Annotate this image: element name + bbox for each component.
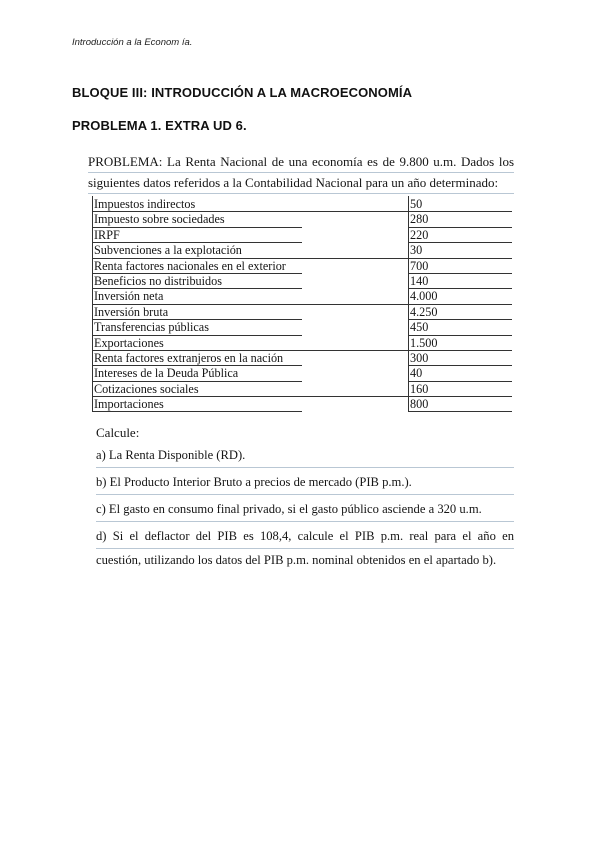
calculate-label: Calcule: [96,425,140,441]
table-row [88,211,512,226]
row-value: 450 [410,320,429,335]
row-label: Subvenciones a la explotación [94,243,242,258]
row-label: Intereses de la Deuda Pública [94,366,239,381]
row-value: 40 [410,366,423,381]
question-b: b) El Producto Interior Bruto a precios de mercado (PIB p.m.). [96,471,514,495]
row-label: Inversión neta [94,289,164,304]
row-rule-right [408,411,512,412]
row-value: 300 [410,350,429,365]
row-label: Importaciones [94,397,164,412]
question-d-line-2: cuestión, utilizando los datos del PIB p.m. nominal obtenidos en el apartado b). [96,553,497,568]
data-table [88,196,512,411]
row-rule-left [92,411,302,412]
table-row [88,365,512,380]
row-value: 4.000 [410,289,438,304]
question-a: a) La Renta Disponible (RD). [96,444,514,468]
table-row [88,273,512,288]
row-label: Beneficios no distribuidos [94,273,222,288]
row-label: Impuestos indirectos [94,197,196,211]
table-row [88,304,512,319]
problem-statement [88,152,514,194]
statement-line-2: siguientes datos referidos a la Contabilidad Nacional para un año determinado: [88,173,514,194]
block-title: BLOQUE III: INTRODUCCIÓN A LA MACROECONOMÍA [72,85,413,100]
row-label: Cotizaciones sociales [94,381,199,396]
row-value: 280 [410,212,429,227]
row-value: 50 [410,197,423,211]
row-value: 220 [410,227,429,242]
question-c: c) El gasto en consumo final privado, si el gasto público asciende a 320 u.m. [96,498,514,522]
table-row [88,242,512,257]
row-label: Exportaciones [94,335,164,350]
row-value: 700 [410,258,429,273]
row-label: Renta factores nacionales en el exterior [94,258,286,273]
row-label: Transferencias públicas [94,320,209,335]
table-row [88,335,512,350]
row-label: Inversión bruta [94,304,169,319]
row-value: 1.500 [410,335,438,350]
statement-line-1: PROBLEMA: La Renta Nacional de una economía es de 9.800 u.m. Dados los [88,152,514,173]
row-label: Impuesto sobre sociedades [94,212,225,227]
table-row [88,381,512,396]
table-row [88,227,512,242]
table-row [88,319,512,334]
row-value: 140 [410,273,429,288]
table-row [88,396,512,411]
table-row [88,196,512,211]
row-value: 30 [410,243,423,258]
row-value: 800 [410,397,429,412]
row-label: IRPF [94,227,120,242]
row-label: Renta factores extranjeros en la nación [94,350,284,365]
problem-scan [88,152,514,572]
row-value: 160 [410,381,429,396]
row-value: 4.250 [410,304,438,319]
question-d-line-1: d) Si el deflactor del PIB es 108,4, calcule el PIB p.m. real para el año en [96,525,514,549]
table-row [88,288,512,303]
table-row [88,350,512,365]
running-header: Introducción a la Econom ía. [72,37,193,48]
table-row [88,258,512,273]
problem-title: PROBLEMA 1. EXTRA UD 6. [72,118,247,133]
